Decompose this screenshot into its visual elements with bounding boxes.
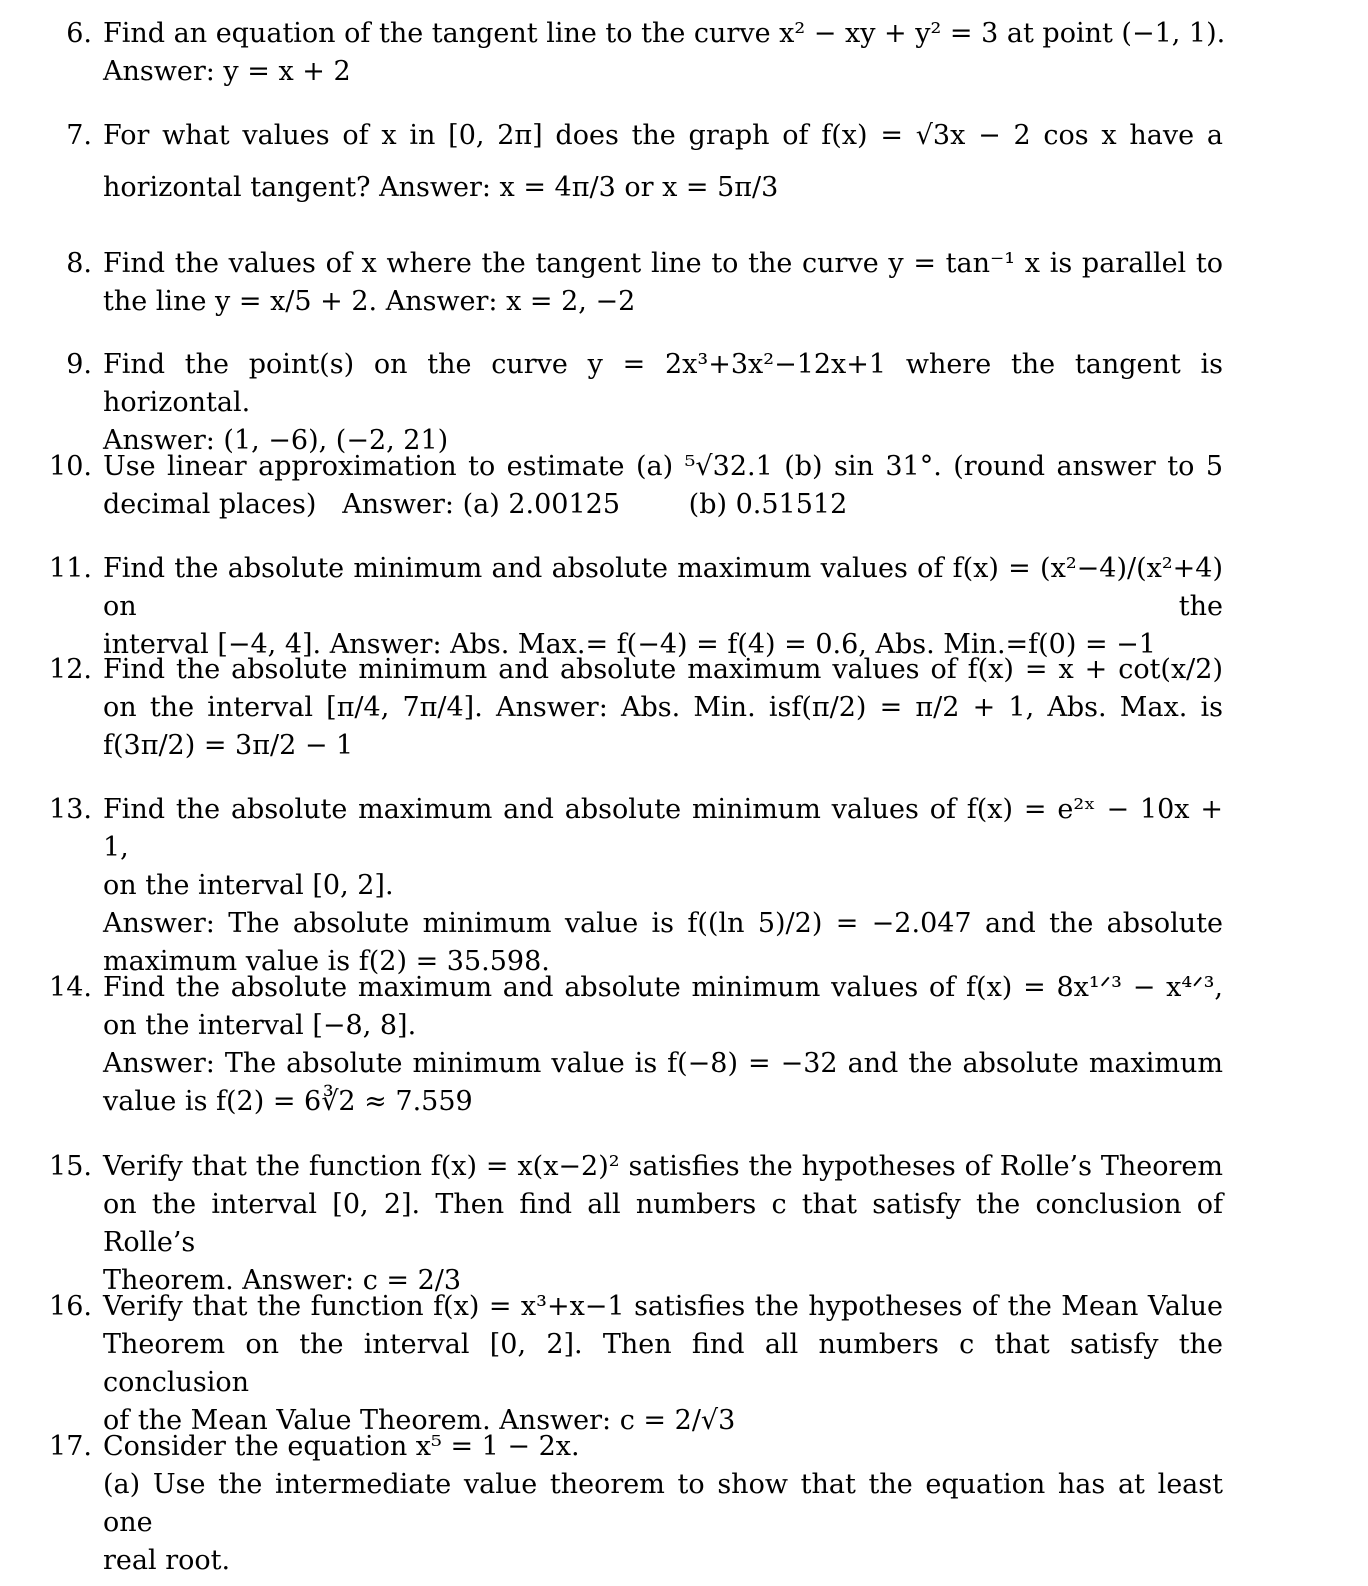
problem-number: 8. bbox=[66, 248, 92, 279]
problem-number: 17. bbox=[49, 1431, 92, 1462]
problem-number: 13. bbox=[49, 794, 92, 825]
problem-line: Find the values of x where the tangent line to the curve y = tan⁻¹ x is parallel to bbox=[103, 248, 1223, 279]
problem-line: Find the absolute maximum and absolute minimum values of f(x) = 8x¹ᐟ³ − x⁴ᐟ³, bbox=[103, 972, 1223, 1003]
problem-line: (a) Use the intermediate value theorem to show that the equation has at least one bbox=[103, 1469, 1223, 1538]
problem-text bbox=[103, 117, 1223, 207]
problem-line: real root. bbox=[103, 1545, 231, 1576]
answer-line: Answer: y = x + 2 bbox=[103, 56, 351, 87]
problem-line: Find an equation of the tangent line to the curve x² − xy + y² = 3 at point (−1, 1). bbox=[103, 18, 1226, 49]
problem-text bbox=[103, 448, 1223, 524]
problem-number: 9. bbox=[66, 349, 92, 380]
problem-text bbox=[103, 1288, 1223, 1440]
answer-line: of the Mean Value Theorem. Answer: c = 2/√3 bbox=[103, 1405, 736, 1436]
problem-text bbox=[103, 1428, 1223, 1580]
problem-text bbox=[103, 791, 1223, 981]
answer-line: Answer: The absolute minimum value is f((ln 5)/2) = −2.047 and the absolute bbox=[103, 908, 1223, 939]
answer-line: decimal places) Answer: (a) 2.00125 (b) 0.51512 bbox=[103, 489, 848, 520]
problem-text bbox=[103, 245, 1223, 321]
problem-line: Find the absolute minimum and absolute maximum values of f(x) = (x²−4)/(x²+4) on the bbox=[103, 553, 1223, 622]
problem-number: 16. bbox=[49, 1291, 92, 1322]
problem-line: on the interval [0, 2]. Then find all numbers c that satisfy the conclusion of Rolle’s bbox=[103, 1189, 1223, 1258]
problem-number: 11. bbox=[49, 553, 92, 584]
problem-line: Verify that the function f(x) = x³+x−1 satisfies the hypotheses of the Mean Value bbox=[103, 1291, 1223, 1322]
answer-line: on the interval [π/4, 7π/4]. Answer: Abs. Min. isf(π/2) = π/2 + 1, Abs. Max. is bbox=[103, 692, 1223, 723]
problem-line: Theorem on the interval [0, 2]. Then find all numbers c that satisfy the conclusion bbox=[103, 1329, 1223, 1398]
problem-line: Use linear approximation to estimate (a) ⁵√32.1 (b) sin 31°. (round answer to 5 bbox=[103, 451, 1223, 482]
answer-line: interval [−4, 4]. Answer: Abs. Max.= f(−4) = f(4) = 0.6, Abs. Min.=f(0) = −1 bbox=[103, 629, 1156, 660]
problem-text bbox=[103, 651, 1223, 765]
problem-line: Consider the equation x⁵ = 1 − 2x. bbox=[103, 1431, 580, 1462]
problem-number: 6. bbox=[66, 18, 92, 49]
problem-line: For what values of x in [0, 2π] does the graph of f(x) = √3x − 2 cos x have a bbox=[103, 120, 1223, 151]
answer-line: maximum value is f(2) = 35.598. bbox=[103, 946, 550, 977]
problem-text bbox=[103, 969, 1223, 1121]
problem-text bbox=[103, 346, 1223, 460]
problem-number: 12. bbox=[49, 654, 92, 685]
answer-line: value is f(2) = 6∛2 ≈ 7.559 bbox=[103, 1086, 473, 1117]
answer-line: Answer: The absolute minimum value is f(−8) = −32 and the absolute maximum bbox=[103, 1048, 1223, 1079]
problem-text bbox=[103, 15, 1226, 91]
problem-line: on the interval [−8, 8]. bbox=[103, 1010, 417, 1041]
answer-line: horizontal tangent? Answer: x = 4π/3 or x = 5π/3 bbox=[103, 172, 779, 203]
problem-line: Verify that the function f(x) = x(x−2)² satisfies the hypotheses of Rolle’s Theorem bbox=[103, 1151, 1223, 1182]
answer-line: Answer: (1, −6), (−2, 21) bbox=[103, 425, 449, 456]
problem-line: on the interval [0, 2]. bbox=[103, 870, 394, 901]
problem-line: Find the point(s) on the curve y = 2x³+3x²−12x+1 where the tangent is horizontal. bbox=[103, 349, 1223, 418]
answer-line: Theorem. Answer: c = 2/3 bbox=[103, 1265, 462, 1296]
problem-line: Find the absolute minimum and absolute maximum values of f(x) = x + cot(x/2) bbox=[103, 654, 1223, 685]
problem-line: Find the absolute maximum and absolute minimum values of f(x) = e²ˣ − 10x + 1, bbox=[103, 794, 1223, 863]
problem-text bbox=[103, 1148, 1223, 1300]
problem-number: 7. bbox=[66, 120, 92, 151]
answer-line: f(3π/2) = 3π/2 − 1 bbox=[103, 730, 354, 761]
problem-number: 15. bbox=[49, 1151, 92, 1182]
problem-number: 10. bbox=[49, 451, 92, 482]
problem-number: 14. bbox=[49, 972, 92, 1003]
problem-text bbox=[103, 550, 1223, 664]
answer-line: the line y = x/5 + 2. Answer: x = 2, −2 bbox=[103, 286, 636, 317]
